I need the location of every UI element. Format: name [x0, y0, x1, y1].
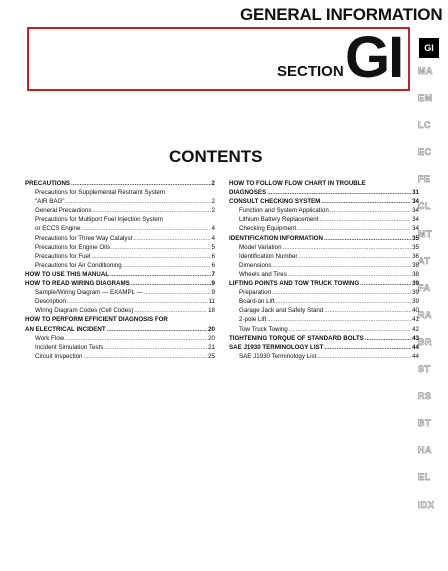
header-title: GENERAL INFORMATION: [240, 5, 443, 24]
toc-entry[interactable]: [229, 224, 419, 233]
toc-entry-page: 11: [208, 298, 215, 306]
toc-dot-leader: [81, 224, 210, 233]
toc-entry-title: Precautions for Supplemental Restraint System: [35, 189, 165, 197]
side-tab-fe[interactable]: FE: [418, 174, 431, 185]
toc-dot-leader: [321, 197, 411, 206]
toc-entry[interactable]: [229, 197, 419, 206]
toc-entry[interactable]: [25, 188, 215, 197]
toc-entry-title: 2-pole Lift: [239, 316, 267, 324]
toc-entry-title: Lithium Battery Replacement: [239, 216, 319, 224]
toc-entry[interactable]: [229, 215, 419, 224]
toc-entry-title: General Precautions: [35, 207, 92, 215]
toc-entry[interactable]: [25, 179, 215, 188]
side-tab-ra[interactable]: RA: [418, 309, 432, 320]
toc-dot-leader: [104, 343, 207, 352]
toc-entry[interactable]: [229, 261, 419, 270]
side-tab-ec[interactable]: EC: [418, 147, 432, 158]
toc-entry-page: 43: [412, 334, 419, 342]
toc-dot-leader: [110, 270, 210, 279]
toc-dot-leader: [91, 252, 210, 261]
toc-entry[interactable]: [25, 306, 215, 315]
toc-entry[interactable]: [229, 288, 419, 297]
toc-left-column: [25, 179, 215, 361]
toc-entry-title: LIFTING POINTS AND TOW TRUCK TOWING: [229, 280, 360, 288]
toc-entry[interactable]: [25, 252, 215, 261]
toc-entry-title: IDENTIFICATION INFORMATION: [229, 234, 323, 242]
side-tab-br[interactable]: BR: [418, 336, 432, 347]
toc-dot-leader: [272, 288, 411, 297]
toc-entry[interactable]: [25, 315, 215, 324]
toc-entry-title: Tow Truck Towing: [239, 325, 288, 333]
toc-entry[interactable]: [25, 343, 215, 352]
toc-entry-page: 4: [211, 225, 215, 233]
toc-dot-leader: [134, 306, 207, 315]
toc-entry-title: Incident Simulation Tests: [35, 343, 104, 351]
toc-dot-leader: [360, 279, 411, 288]
toc-entry-page: 4: [211, 234, 215, 242]
side-tab-at[interactable]: AT: [418, 255, 431, 266]
toc-entry-page: 35: [412, 234, 419, 242]
toc-entry-title: "AIR BAG": [35, 198, 65, 206]
toc-entry[interactable]: [229, 243, 419, 252]
toc-entry-title: Board-on Lift: [239, 298, 275, 306]
toc-entry-title: Model Variation: [239, 243, 282, 251]
toc-entry[interactable]: [229, 206, 419, 215]
contents-title: CONTENTS: [169, 147, 263, 166]
toc-dot-leader: [71, 179, 211, 188]
toc-entry-title: Work Flow: [35, 334, 65, 342]
toc-entry-title: HOW TO USE THIS MANUAL: [25, 270, 110, 278]
toc-entry-page: 5: [211, 243, 215, 251]
toc-entry-page: 2: [211, 198, 215, 206]
toc-entry-page: 40: [412, 307, 419, 315]
toc-entry[interactable]: [229, 334, 419, 343]
toc-entry[interactable]: [229, 279, 419, 288]
toc-entry-page: 20: [208, 334, 215, 342]
toc-dot-leader: [297, 224, 411, 233]
toc-entry-page: 39: [412, 298, 419, 306]
toc-entry-page: 38: [412, 270, 419, 278]
toc-entry-title: Precautions for Three Way Catalyst: [35, 234, 133, 242]
toc-dot-leader: [272, 261, 411, 270]
side-tab-st[interactable]: ST: [418, 364, 431, 375]
toc-entry[interactable]: [229, 234, 419, 243]
toc-entry-page: 6: [211, 252, 215, 260]
toc-right-column: [229, 179, 419, 361]
side-tab-bt[interactable]: BT: [418, 418, 431, 429]
side-tab-idx[interactable]: IDX: [418, 499, 435, 510]
toc-dot-leader: [298, 252, 411, 261]
side-tab-active[interactable]: GI: [419, 38, 439, 58]
side-index-tabs: [418, 66, 444, 527]
toc-entry[interactable]: [25, 224, 215, 233]
toc-dot-leader: [267, 188, 411, 197]
toc-entry-title: SAE J1930 Terminology List: [239, 352, 317, 360]
side-tab-cl[interactable]: CL: [418, 201, 431, 212]
toc-dot-leader: [317, 352, 411, 361]
toc-dot-leader: [83, 352, 207, 361]
toc-entry-title: Precautions for Fuel: [35, 252, 91, 260]
toc-entry[interactable]: [25, 215, 215, 224]
toc-entry-page: 25: [208, 352, 215, 360]
toc-dot-leader: [330, 206, 411, 215]
toc-entry-title: PRECAUTIONS: [25, 180, 71, 187]
toc-dot-leader: [365, 334, 411, 343]
toc-entry-page: 44: [412, 352, 419, 360]
toc-dot-leader: [324, 343, 411, 352]
toc-entry[interactable]: [25, 352, 215, 361]
toc-entry-page: 2: [211, 180, 215, 187]
toc-entry-page: 44: [412, 343, 419, 351]
toc-entry-title: Dimensions: [239, 261, 272, 269]
toc-dot-leader: [289, 325, 411, 334]
toc-entry-title: AN ELECTRICAL INCIDENT: [25, 325, 106, 333]
section-label: SECTION: [277, 63, 344, 80]
toc-entry-title: Precautions for Engine Oils: [35, 243, 110, 251]
toc-entry-page: 7: [211, 270, 215, 278]
toc-entry[interactable]: [25, 297, 215, 306]
toc-entry-title: CONSULT CHECKING SYSTEM: [229, 198, 321, 206]
toc-entry[interactable]: [229, 179, 419, 188]
toc-dot-leader: [133, 234, 210, 243]
toc-entry-title: Checking Equipment: [239, 225, 297, 233]
toc-entry-title: TIGHTENING TORQUE OF STANDARD BOLTS: [229, 334, 364, 342]
toc-entry-title: SAE J1930 TERMINOLOGY LIST: [229, 343, 324, 351]
toc-entry-title: Circuit Inspection: [35, 352, 83, 360]
toc-dot-leader: [107, 325, 207, 334]
toc-dot-leader: [66, 197, 211, 206]
toc-entry[interactable]: [229, 306, 419, 315]
toc-entry-page: 2: [211, 207, 215, 215]
toc-entry-title: Description: [35, 298, 66, 306]
side-tab-mt[interactable]: MT: [418, 228, 432, 239]
toc-entry[interactable]: [25, 261, 215, 270]
toc-entry[interactable]: [229, 315, 419, 324]
toc-dot-leader: [283, 243, 412, 252]
toc-entry[interactable]: [25, 288, 215, 297]
side-tab-ha[interactable]: HA: [418, 445, 432, 456]
side-tab-ma[interactable]: MA: [418, 66, 433, 76]
toc-entry-page: 9: [211, 280, 215, 288]
toc-entry-page: 18: [208, 307, 215, 315]
toc-entry-title: Garage Jack and Safety Stand: [239, 307, 324, 315]
toc-dot-leader: [324, 306, 411, 315]
toc-entry-page: 34: [412, 216, 419, 224]
toc-entry-title: HOW TO PERFORM EFFICIENT DIAGNOSIS FOR: [25, 316, 168, 324]
toc-entry[interactable]: [25, 243, 215, 252]
toc-entry[interactable]: [25, 206, 215, 215]
side-tab-lc[interactable]: LC: [418, 120, 431, 131]
side-tab-em[interactable]: EM: [418, 93, 433, 104]
toc-dot-leader: [144, 288, 211, 297]
toc-entry[interactable]: [229, 343, 419, 352]
toc-dot-leader: [131, 279, 211, 288]
side-tab-fa[interactable]: FA: [418, 282, 431, 293]
toc-entry[interactable]: [229, 188, 419, 197]
toc-entry[interactable]: [25, 197, 215, 206]
toc-entry-page: 34: [412, 225, 419, 233]
toc-entry-page: 31: [412, 189, 419, 197]
toc-dot-leader: [65, 334, 207, 343]
toc-entry[interactable]: [25, 334, 215, 343]
toc-entry-title: or ECCS Engine: [35, 225, 81, 233]
toc-entry-page: 39: [412, 289, 419, 297]
toc-entry-page: 38: [412, 261, 419, 269]
toc-entry-title: Wheels and Tires: [239, 270, 287, 278]
toc-entry-title: HOW TO FOLLOW FLOW CHART IN TROUBLE: [229, 180, 366, 187]
toc-entry-title: Sample/Wiring Diagram — EXAMPL —: [35, 289, 143, 297]
toc-dot-leader: [111, 243, 211, 252]
toc-entry-page: 34: [412, 207, 419, 215]
toc-entry-title: Wiring Diagram Codes (Cell Codes): [35, 307, 134, 315]
toc-entry[interactable]: [229, 297, 419, 306]
toc-entry-title: DIAGNOSES: [229, 189, 267, 197]
toc-dot-leader: [319, 215, 411, 224]
toc-entry[interactable]: [229, 270, 419, 279]
toc-entry-page: 34: [412, 198, 419, 206]
toc-entry-page: 42: [412, 325, 419, 333]
toc-dot-leader: [324, 234, 411, 243]
toc-entry-title: Function and System Application: [239, 207, 329, 215]
toc-entry-title: Precautions for Air Conditioning: [35, 261, 122, 269]
toc-entry-page: 21: [208, 343, 215, 351]
toc-entry[interactable]: [229, 325, 419, 334]
section-code: GI: [345, 25, 403, 90]
toc-dot-leader: [275, 297, 411, 306]
toc-entry-page: 36: [412, 252, 419, 260]
toc-entry-title: HOW TO READ WIRING DIAGRAMS: [25, 280, 130, 288]
toc-entry[interactable]: [25, 279, 215, 288]
toc-entry[interactable]: [25, 325, 215, 334]
side-tab-rs[interactable]: RS: [418, 391, 432, 402]
toc-dot-leader: [267, 315, 411, 324]
toc-entry-page: 9: [211, 289, 215, 297]
toc-dot-leader: [123, 261, 211, 270]
toc-entry[interactable]: [229, 352, 419, 361]
toc-entry[interactable]: [25, 234, 215, 243]
toc-entry-title: Preparation: [239, 289, 271, 297]
side-tab-el[interactable]: EL: [418, 472, 431, 483]
toc-entry-title: Identification Number: [239, 252, 298, 260]
toc-dot-leader: [67, 297, 208, 306]
toc-dot-leader: [92, 206, 210, 215]
toc-entry-page: 35: [412, 243, 419, 251]
toc-entry-page: 41: [412, 316, 419, 324]
toc-entry[interactable]: [229, 252, 419, 261]
toc-dot-leader: [288, 270, 411, 279]
toc-entry[interactable]: [25, 270, 215, 279]
toc-entry-page: 20: [208, 325, 215, 333]
toc-entry-title: Precautions for Multiport Fuel Injection System: [35, 216, 163, 224]
toc-entry-page: 39: [412, 280, 419, 288]
toc-entry-page: 6: [211, 261, 215, 269]
